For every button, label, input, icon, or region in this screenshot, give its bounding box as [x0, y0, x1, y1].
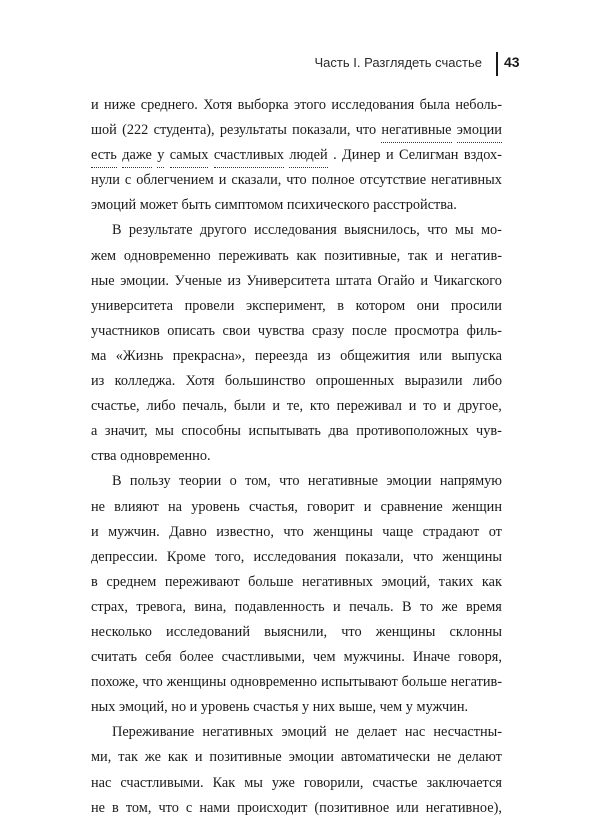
word: похоже,: [91, 674, 139, 691]
word: исследований: [166, 623, 250, 640]
word: участников: [91, 322, 160, 339]
word: считать: [91, 649, 138, 666]
word: среднего.: [140, 97, 198, 113]
word: вздох-: [463, 147, 502, 164]
word: эмоции: [386, 473, 432, 490]
word: описать: [167, 322, 215, 339]
text-line: [91, 570, 502, 595]
word: просмотра: [394, 322, 460, 339]
word: Чикагского: [433, 272, 502, 289]
word: говорили,: [303, 774, 364, 791]
word: время: [466, 598, 502, 615]
highlighted-word: у: [157, 143, 164, 168]
word: склонны: [449, 623, 502, 640]
text-line: [91, 595, 502, 620]
word: Университета: [246, 272, 331, 289]
word: сразу: [312, 322, 345, 339]
text-line: [91, 394, 502, 419]
word: (позитивное: [314, 799, 390, 816]
word: расстройства.: [373, 197, 457, 214]
word: переживать: [218, 247, 289, 264]
word: из: [91, 373, 105, 390]
word: Динер: [342, 147, 381, 164]
word: провели: [184, 297, 235, 314]
word: уже: [271, 774, 295, 791]
word: а: [91, 423, 98, 440]
word: одновременно.: [120, 448, 211, 465]
word: негативные: [307, 473, 378, 490]
word: эмоций: [91, 197, 140, 214]
word: себя: [145, 649, 172, 666]
word: испытывают: [320, 674, 398, 691]
word: мы: [155, 423, 174, 440]
word: в: [91, 573, 98, 590]
word: облегчением: [136, 172, 214, 189]
word: полное: [311, 172, 355, 189]
word: делает: [357, 724, 397, 741]
text-line: [91, 745, 502, 770]
text-line: [91, 118, 502, 143]
word: чувства: [257, 322, 305, 339]
word: Кроме: [166, 548, 206, 565]
word: и: [333, 598, 341, 615]
word: просили: [450, 297, 502, 314]
text-line: [91, 419, 502, 444]
word: противоположных: [356, 423, 469, 440]
word: может: [139, 197, 182, 214]
word: другого: [199, 222, 247, 239]
running-title: Часть I. Разглядеть счастье: [314, 55, 482, 70]
word: у: [301, 699, 313, 716]
word: способны: [181, 423, 241, 440]
word: чем: [379, 699, 406, 716]
word: студента),: [153, 122, 215, 139]
word: результате: [128, 222, 193, 239]
word: же: [144, 749, 161, 766]
text-line: [91, 620, 502, 645]
word: печаль.: [349, 598, 394, 615]
text-line: [91, 695, 502, 720]
word: несколько: [91, 623, 152, 640]
word: печаль,: [182, 398, 228, 415]
word: страх,: [91, 598, 128, 615]
word: эмоций: [281, 724, 327, 741]
word: не: [437, 749, 452, 766]
word: сравнение: [380, 498, 443, 515]
word: позитивные,: [324, 247, 401, 264]
word: что: [427, 222, 448, 239]
word: из: [317, 347, 331, 364]
word: что: [283, 523, 304, 540]
word: негативных: [430, 172, 502, 189]
word: исследования: [253, 548, 337, 565]
word: выяснилось,: [344, 222, 420, 239]
word: Иначе: [412, 649, 451, 666]
word: Давно: [169, 523, 207, 540]
word: говорит: [307, 498, 355, 515]
word: том,: [125, 799, 152, 816]
word: и: [91, 523, 99, 540]
word: Хотя: [203, 97, 233, 113]
word: больше: [248, 573, 294, 590]
word: выразили: [404, 373, 463, 390]
word: негативное),: [425, 799, 502, 816]
text-line: [91, 168, 502, 193]
word: у: [405, 699, 417, 716]
text-line: [91, 796, 502, 821]
highlighted-word: негативные: [381, 118, 451, 143]
word: исследования: [331, 97, 415, 113]
word: одновременно: [123, 247, 211, 264]
word: счастья,: [249, 498, 298, 515]
word: с: [124, 172, 132, 189]
word: после: [351, 322, 387, 339]
word: этого: [294, 97, 327, 113]
word: были: [233, 398, 266, 415]
word: что: [158, 799, 179, 816]
word: что: [142, 674, 163, 691]
text-line: [91, 193, 502, 218]
highlighted-word: счастливых: [214, 143, 284, 168]
word: эмоций,: [118, 699, 172, 716]
highlighted-word: даже: [122, 143, 152, 168]
word: эксперимент,: [245, 297, 326, 314]
text-line: [91, 218, 502, 243]
word: и: [443, 398, 451, 415]
word: счастье: [372, 774, 418, 791]
word: женщины: [442, 548, 502, 565]
word: счастья: [253, 699, 302, 716]
word: о: [229, 473, 237, 490]
word: тревога,: [136, 598, 186, 615]
word: вина,: [194, 598, 227, 615]
word: мужчин.: [416, 699, 469, 716]
word: два: [328, 423, 349, 440]
text-line: [91, 545, 502, 570]
word: университета: [91, 297, 173, 314]
word: так: [118, 749, 138, 766]
word: ные: [91, 272, 115, 289]
word: или: [419, 347, 442, 364]
word: сказали,: [231, 172, 282, 189]
word: негатив-: [450, 247, 502, 264]
word: одновременно: [230, 674, 318, 691]
word: филь-: [466, 322, 502, 339]
word: не: [91, 799, 105, 816]
word: нули: [91, 172, 120, 189]
word: и: [218, 172, 227, 189]
word: того,: [214, 548, 245, 565]
word: негатив-: [450, 674, 502, 691]
word: быть: [181, 197, 215, 214]
word: том,: [245, 473, 271, 490]
word: ных: [91, 699, 119, 716]
highlighted-word: эмоции: [457, 118, 502, 143]
word: влияют: [114, 498, 159, 515]
text-line: [91, 645, 502, 670]
word: женщин: [451, 498, 502, 515]
word: ма: [91, 347, 107, 364]
word: и: [435, 247, 443, 264]
word: происходит: [237, 799, 308, 816]
word: что: [286, 172, 307, 189]
word: женщины: [313, 523, 373, 540]
word: более: [179, 649, 214, 666]
word: страдают: [422, 523, 480, 540]
word: эмоций,: [381, 573, 431, 590]
word: большинство: [224, 373, 306, 390]
word: испытывать: [248, 423, 321, 440]
word: выяснили,: [264, 623, 328, 640]
word: эмоции.: [120, 272, 169, 289]
text-line: [91, 520, 502, 545]
word: уровень: [191, 498, 240, 515]
word: пользу: [129, 473, 171, 490]
word: нами: [199, 799, 231, 816]
word: В: [402, 598, 412, 615]
word: штата: [335, 272, 372, 289]
word: негативных: [301, 573, 373, 590]
word: мо-: [480, 222, 502, 239]
word: в: [337, 297, 345, 314]
word: Как: [212, 774, 236, 791]
word: Ученые: [174, 272, 222, 289]
text-line: [91, 319, 502, 344]
text-line: [91, 269, 502, 294]
word: .: [333, 147, 337, 164]
word: В: [112, 222, 122, 239]
word: либо: [472, 373, 502, 390]
word: делают: [458, 749, 502, 766]
word: них: [312, 699, 339, 716]
word: депрессии.: [91, 548, 158, 565]
word: «Жизнь: [115, 347, 164, 364]
word: исследования: [253, 222, 337, 239]
word: была: [419, 97, 450, 113]
word: жем: [91, 247, 117, 264]
word: (222: [122, 122, 149, 139]
word: котором: [355, 297, 406, 314]
word: среднем: [106, 573, 157, 590]
word: подавленность: [234, 598, 325, 615]
word: они: [416, 297, 440, 314]
word: и: [420, 272, 429, 289]
word: и: [385, 147, 394, 164]
word: уровень: [200, 699, 254, 716]
word: ми,: [91, 749, 112, 766]
word: что: [341, 623, 362, 640]
word: не: [91, 498, 105, 515]
text-line: [91, 344, 502, 369]
text-line: [91, 771, 502, 796]
word: негативных: [202, 724, 274, 741]
word: с: [185, 799, 193, 816]
body-text: [91, 93, 502, 821]
word: показали,: [345, 548, 404, 565]
text-line: [91, 93, 502, 118]
word: не: [334, 724, 349, 741]
word: свои: [222, 322, 251, 339]
word: ства: [91, 448, 121, 465]
word: Хотя: [185, 373, 215, 390]
word: Переживание: [112, 724, 195, 741]
running-header: [0, 52, 600, 76]
word: Огайо: [377, 272, 415, 289]
word: опрошенных: [315, 373, 395, 390]
word: же: [441, 598, 458, 615]
word: чув-: [476, 423, 502, 440]
word: счастливыми,: [221, 649, 305, 666]
word: и: [189, 699, 201, 716]
word: женщины: [166, 674, 227, 691]
word: автоматически: [340, 749, 431, 766]
word: теории: [179, 473, 222, 490]
word: так: [407, 247, 428, 264]
word: как: [167, 749, 188, 766]
word: выборка: [237, 97, 289, 113]
text-line: [91, 369, 502, 394]
word: что: [412, 548, 434, 565]
word: Селигман: [398, 147, 459, 164]
word: и: [272, 398, 281, 415]
word: мы: [244, 774, 263, 791]
word: колледжа.: [114, 373, 176, 390]
word: шой: [91, 122, 117, 139]
header-divider: [496, 52, 498, 76]
word: на: [168, 498, 183, 515]
word: выпуска: [451, 347, 502, 364]
word: либо: [146, 398, 176, 415]
word: показали,: [292, 122, 351, 139]
word: мужчин.: [108, 523, 160, 540]
word: общежития: [340, 347, 410, 364]
text-line: [91, 469, 502, 494]
word: заключается: [426, 774, 502, 791]
word: В: [112, 473, 122, 490]
text-line: [91, 444, 502, 469]
text-line: [91, 495, 502, 520]
word: ниже: [104, 97, 136, 113]
word: как: [296, 247, 317, 264]
word: то: [423, 398, 437, 415]
word: значит,: [104, 423, 148, 440]
word: как: [481, 573, 502, 590]
word: отсутствие: [359, 172, 427, 189]
word: напрямую: [439, 473, 502, 490]
word: больше: [401, 674, 447, 691]
word: и: [408, 398, 417, 415]
word: нас: [91, 774, 112, 791]
word: известно,: [216, 523, 274, 540]
text-line: [91, 244, 502, 269]
word: от: [488, 523, 502, 540]
highlighted-word: самых: [170, 143, 209, 168]
text-line: [91, 720, 502, 745]
word: что: [279, 473, 300, 490]
word: мужчины.: [343, 649, 405, 666]
text-line: [91, 143, 502, 168]
word: психического: [286, 197, 374, 214]
word: в: [112, 799, 119, 816]
word: но: [171, 699, 190, 716]
word: эмоции: [288, 749, 334, 766]
word: прекрасна»,: [172, 347, 246, 364]
text-line: [91, 294, 502, 319]
word: переживал: [336, 398, 402, 415]
word: женщины: [375, 623, 436, 640]
word: переезда: [254, 347, 308, 364]
word: результаты: [219, 122, 287, 139]
word: то: [419, 598, 434, 615]
word: переживают: [164, 573, 240, 590]
word: таких: [438, 573, 474, 590]
word: другое,: [457, 398, 502, 415]
word: позитивные: [209, 749, 282, 766]
word: кто: [309, 398, 330, 415]
word: из: [227, 272, 241, 289]
word: и: [194, 749, 203, 766]
word: выше,: [338, 699, 380, 716]
word: неболь-: [455, 97, 502, 113]
word: счастье,: [91, 398, 140, 415]
word: те,: [286, 398, 304, 415]
highlighted-word: есть: [91, 143, 117, 168]
highlighted-word: людей: [289, 143, 327, 168]
word: что: [355, 122, 377, 139]
word: чем: [312, 649, 336, 666]
word: или: [396, 799, 419, 816]
word: нас: [404, 724, 426, 741]
word: и: [91, 97, 99, 113]
page-number: 43: [504, 54, 520, 70]
word: счастливыми.: [120, 774, 204, 791]
word: симптомом: [214, 197, 287, 214]
word: и: [363, 498, 372, 515]
text-line: [91, 670, 502, 695]
word: несчастны-: [433, 724, 502, 741]
word: говоря,: [458, 649, 502, 666]
word: чаще: [382, 523, 414, 540]
word: мы: [454, 222, 474, 239]
